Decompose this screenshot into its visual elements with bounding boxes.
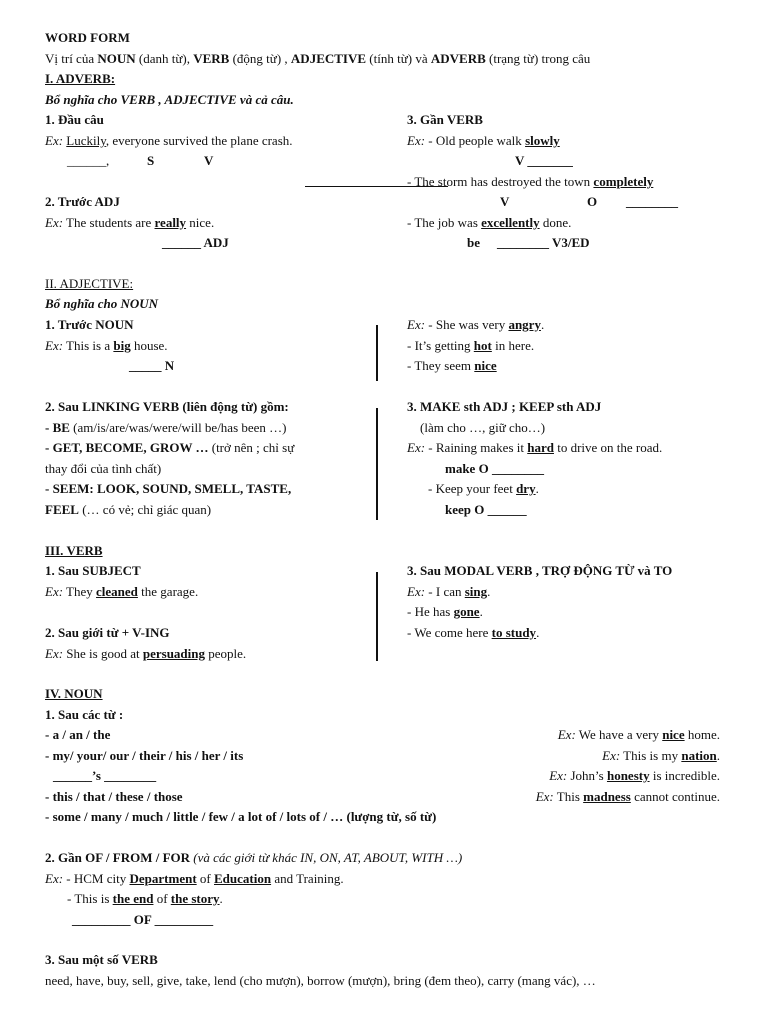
adverb-point3-pattern1: V _______ xyxy=(515,153,573,168)
page-title: WORD FORM xyxy=(45,30,130,45)
adjective-point1-pattern: _____ N xyxy=(129,358,175,373)
noun-row2-left: - my/ your/ our / their / his / her / its xyxy=(45,748,244,763)
adjective-point3-pattern1: make O ________ xyxy=(445,461,544,476)
adverb-point2-example: Ex: The students are really nice. xyxy=(45,215,215,230)
adverb-point2-title: 2. Trước ADJ xyxy=(45,194,120,209)
adverb-point2-pattern: ______ ADJ xyxy=(162,235,229,250)
adjective-point3-title: 3. MAKE sth ADJ ; KEEP sth ADJ xyxy=(407,399,602,414)
verb-heading: III. VERB xyxy=(45,543,103,558)
adjective-right-example3: - They seem nice xyxy=(407,358,497,373)
adjective-point2-title: 2. Sau LINKING VERB (liên động từ) gồm: xyxy=(45,399,289,414)
adverb-point3-example2: - The storm has destroyed the town completely xyxy=(407,174,654,189)
adjective-subheading: Bổ nghĩa cho NOUN xyxy=(45,296,159,311)
column-divider xyxy=(376,408,378,520)
adverb-point3-pattern2-v: V xyxy=(500,194,510,209)
noun-point3-list: need, have, buy, sell, give, take, lend (cho mượn), borrow (mượn), bring (đem theo), carry (mang vác), … xyxy=(45,973,596,988)
adverb-point3-pattern3-blank: ________ V3/ED xyxy=(497,235,590,250)
verb-point3-title: 3. Sau MODAL VERB , TRỢ ĐỘNG TỪ và TO xyxy=(407,563,673,578)
column-divider xyxy=(376,325,378,381)
verb-point3-example1: Ex: - I can sing. xyxy=(407,584,491,599)
noun-point2-pattern: _________ OF _________ xyxy=(72,912,214,927)
noun-row3-example: Ex: John’s honesty is incredible. xyxy=(549,768,720,783)
adverb-subheading: Bổ nghĩa cho VERB , ADJECTIVE và cả câu. xyxy=(45,92,294,107)
noun-row1-left: - a / an / the xyxy=(45,727,111,742)
verb-point1-example: Ex: They cleaned the garage. xyxy=(45,584,199,599)
adjective-point2-line4: - SEEM: LOOK, SOUND, SMELL, TASTE, xyxy=(45,481,292,496)
noun-row4-example: Ex: This madness cannot continue. xyxy=(535,789,720,804)
adverb-point3-pattern3-be: be xyxy=(467,235,480,250)
adjective-point2-line5: FEEL (… có vẻ; chỉ giác quan) xyxy=(45,502,212,517)
adverb-point3-example3: - The job was excellently done. xyxy=(407,215,572,230)
adjective-point3-pattern2: keep O ______ xyxy=(445,502,527,517)
adverb-point3-example1: Ex: - Old people walk slowly xyxy=(407,133,560,148)
adjective-point1-title: 1. Trước NOUN xyxy=(45,317,134,332)
noun-point2-example1: Ex: - HCM city Department of Education and Training. xyxy=(45,871,344,886)
adverb-point1-pattern-s: S xyxy=(147,153,155,168)
noun-point3-title: 3. Sau một số VERB xyxy=(45,952,158,967)
adjective-right-example1: Ex: - She was very angry. xyxy=(407,317,545,332)
adjective-right-example2: - It’s getting hot in here. xyxy=(407,338,535,353)
adjective-point3-example1: Ex: - Raining makes it hard to drive on the road. xyxy=(407,440,663,455)
noun-row4-left: - this / that / these / those xyxy=(45,789,183,804)
adverb-point3-pattern2-blank: ________ xyxy=(626,194,678,209)
noun-point1-title: 1. Sau các từ : xyxy=(45,707,124,722)
adjective-point3-note: (làm cho …, giữ cho…) xyxy=(420,420,546,435)
verb-point2-title: 2. Sau giới từ + V-ING xyxy=(45,625,170,640)
noun-row1-example: Ex: We have a very nice home. xyxy=(557,727,720,742)
adjective-point3-example2: - Keep your feet dry. xyxy=(428,481,539,496)
noun-row2-example: Ex: This is my nation. xyxy=(602,748,720,763)
verb-point2-example: Ex: She is good at persuading people. xyxy=(45,646,247,661)
noun-heading: IV. NOUN xyxy=(45,686,103,701)
column-divider xyxy=(376,572,378,661)
adverb-point1-pattern-blank: ______, xyxy=(67,153,110,168)
adverb-point1-title: 1. Đầu câu xyxy=(45,112,104,127)
noun-point2-example2: - This is the end of the story. xyxy=(67,891,223,906)
adjective-point2-line2: - GET, BECOME, GROW … (trở nên ; chỉ sự xyxy=(45,440,295,455)
noun-row3-left: ______’s ________ xyxy=(53,768,157,783)
noun-row5-left: - some / many / much / little / few / a lot of / lots of / … (lượng từ, số từ) xyxy=(45,809,437,824)
adverb-point1-pattern-v: V xyxy=(204,153,214,168)
adjective-point2-line3: thay đổi của tình chất) xyxy=(45,461,162,476)
verb-point1-title: 1. Sau SUBJECT xyxy=(45,563,141,578)
adverb-point3-pattern2-o: O xyxy=(587,194,598,209)
intro-line: Vị trí của NOUN (danh từ), VERB (động từ) , ADJECTIVE (tính từ) và ADVERB (trạng từ) trong câu xyxy=(45,51,591,66)
adverb-point1-example: Ex: Luckily, everyone survived the plane crash. xyxy=(45,133,293,148)
adjective-point2-line1: - BE (am/is/are/was/were/will be/has been …) xyxy=(45,420,287,435)
adverb-heading: I. ADVERB: xyxy=(45,71,116,86)
adjective-point1-example: Ex: This is a big house. xyxy=(45,338,168,353)
verb-point3-example2: - He has gone. xyxy=(407,604,483,619)
verb-point3-example3: - We come here to study. xyxy=(407,625,540,640)
noun-point2-title: 2. Gần OF / FROM / FOR (và các giới từ khác IN, ON, AT, ABOUT, WITH …) xyxy=(45,850,463,865)
adjective-heading: II. ADJECTIVE: xyxy=(45,276,134,291)
adverb-point3-title: 3. Gần VERB xyxy=(407,112,483,127)
